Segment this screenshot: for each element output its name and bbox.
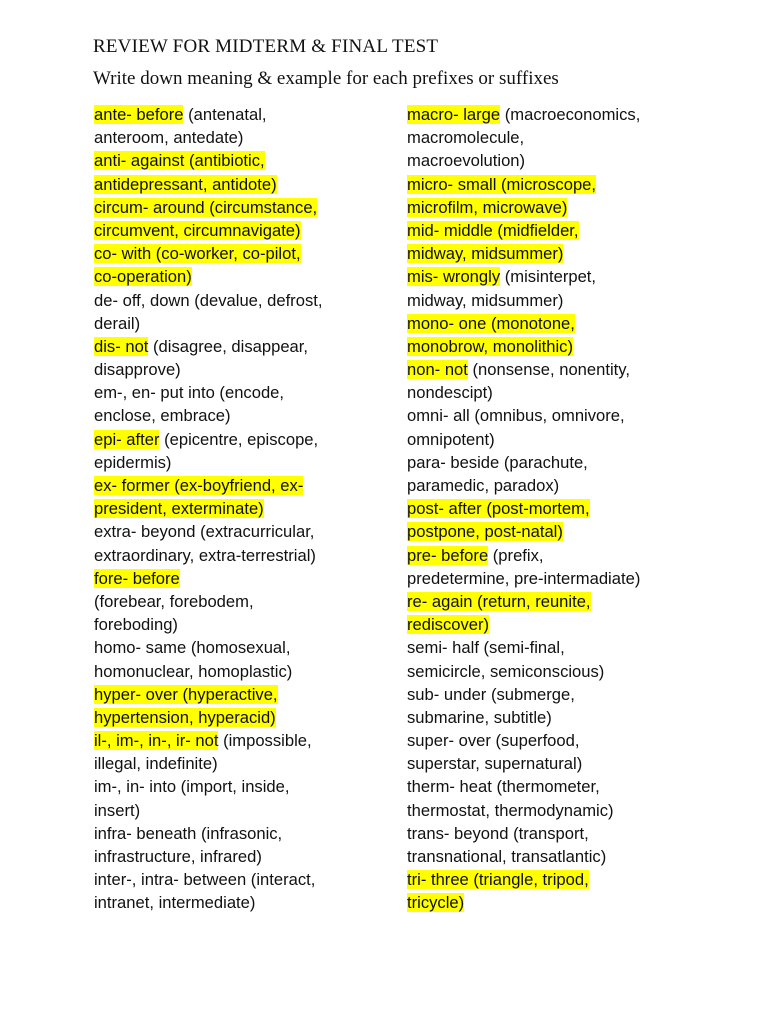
entry-line [94,149,384,172]
highlighted-text: epi- after [94,429,160,449]
entry-line [94,381,384,404]
prefix-entry [407,636,707,682]
entry-line [94,428,384,451]
highlighted-text: postpone, post-natal) [407,522,563,542]
entry-line [407,520,707,543]
entry-text: thermostat, thermodynamic) [407,800,614,820]
entry-line [407,799,707,822]
prefix-entry [407,404,707,450]
prefix-entry [94,683,384,729]
prefix-entry [94,520,384,566]
highlighted-text: tri- three (triangle, tripod, [407,870,589,890]
entry-line [94,775,384,798]
entry-line [94,451,384,474]
entry-line [407,312,707,335]
entry-text: semicircle, semiconscious) [407,661,605,681]
entry-line [94,544,384,567]
entry-text: (nonsense, nonentity, [467,360,630,380]
prefix-entry [94,822,384,868]
entry-text: (forebear, forebodem, [94,591,254,611]
entry-line [407,126,707,149]
prefix-entry [94,242,384,288]
entry-text: submarine, subtitle) [407,707,552,727]
entry-line [407,381,707,404]
entry-text: extra- beyond (extracurricular, [94,522,315,542]
entry-line [94,242,384,265]
entry-text: insert) [94,800,141,820]
entry-line [407,683,707,706]
entry-text: para- beside (parachute, [407,452,588,472]
entry-text: super- over (superfood, [407,731,580,751]
entry-text: semi- half (semi-final, [407,638,565,658]
prefix-entry [407,868,707,914]
entry-line [94,613,384,636]
highlighted-text: tricycle) [407,893,465,913]
entry-line [407,103,707,126]
entry-line [407,752,707,775]
prefix-entry [94,196,384,242]
entry-text: infra- beneath (infrasonic, [94,823,283,843]
entry-line [407,451,707,474]
entry-line [94,868,384,891]
entry-text: (misinterpet, [500,267,597,287]
entry-text: disapprove) [94,360,181,380]
entry-line [407,822,707,845]
entry-text: inter-, intra- between (interact, [94,870,316,890]
prefix-entry [94,868,384,914]
entry-text: (antenatal, [183,105,267,124]
entry-line [407,289,707,312]
entry-line [94,289,384,312]
entry-text: illegal, indefinite) [94,754,218,774]
entry-line [94,404,384,427]
highlighted-text: antidepressant, antidote) [94,174,277,194]
highlighted-text: re- again (return, reunite, [407,591,591,611]
highlighted-text: monobrow, monolithic) [407,336,574,356]
entry-text: intranet, intermediate) [94,893,256,913]
instructions: Write down meaning & example for each prefixes or suffixes [93,68,559,89]
entry-line [407,196,707,219]
highlighted-text: microfilm, microwave) [407,197,568,217]
entry-line [94,312,384,335]
highlighted-text: circum- around (circumstance, [94,197,318,217]
prefix-entry [407,358,707,404]
entry-line [94,683,384,706]
entry-line [407,891,707,914]
entry-text: therm- heat (thermometer, [407,777,600,797]
entry-line [94,845,384,868]
prefix-entry [94,474,384,520]
entry-line [407,868,707,891]
entry-text: macromolecule, [407,128,525,148]
entry-line [407,775,707,798]
highlighted-text: mono- one (monotone, [407,313,575,333]
entry-line [94,497,384,520]
highlighted-text: co- with (co-worker, co-pilot, [94,244,301,264]
entry-line [94,265,384,288]
highlighted-text: il-, im-, in-, ir- not [94,731,219,751]
prefix-entry [407,822,707,868]
entry-text: omni- all (omnibus, omnivore, [407,406,625,426]
entry-line [94,335,384,358]
prefix-entry [94,729,384,775]
entry-text: extraordinary, extra-terrestrial) [94,545,316,565]
entry-line [407,729,707,752]
entry-line [94,799,384,822]
entry-text: em-, en- put into (encode, [94,383,285,403]
prefix-entry [407,590,707,636]
highlighted-text: hyper- over (hyperactive, [94,684,278,704]
entry-text: infrastructure, infrared) [94,847,262,866]
highlighted-text: hypertension, hyperacid) [94,707,276,727]
highlighted-text: post- after (post-mortem, [407,499,590,519]
entry-line [407,706,707,729]
entry-text: (impossible, [218,731,312,751]
entry-text: derail) [94,313,141,333]
highlighted-text: mid- middle (midfielder, [407,220,579,240]
entry-text: epidermis) [94,452,172,472]
entry-text: anteroom, antedate) [94,128,244,148]
entry-text: im-, in- into (import, inside, [94,777,290,797]
entry-line [94,660,384,683]
prefix-entry [94,149,384,195]
highlighted-text: circumvent, circumnavigate) [94,220,301,240]
prefix-entry [407,775,707,821]
entry-line [407,219,707,242]
entry-line [407,242,707,265]
prefix-entry [407,265,707,311]
entry-line [94,520,384,543]
entry-line [407,613,707,636]
prefix-entry [94,103,384,149]
entry-text: (disagree, disappear, [148,336,309,356]
entry-line [407,265,707,288]
entry-line [94,103,384,126]
entry-text: (macroeconomics, [500,105,641,124]
highlighted-text: non- not [407,360,468,380]
prefix-entry [407,683,707,729]
entry-line [407,497,707,520]
highlighted-text: macro- large [407,105,501,124]
entry-line [94,358,384,381]
right-column [407,103,707,915]
prefix-entry [94,636,384,682]
entry-line [94,173,384,196]
highlighted-text: dis- not [94,336,149,356]
entry-text: (prefix, [488,545,544,565]
entry-text: macroevolution) [407,151,526,171]
entry-line [407,845,707,868]
prefix-entry [94,567,384,637]
entry-line [407,358,707,381]
highlighted-text: fore- before [94,568,180,588]
entry-line [407,636,707,659]
entry-line [94,729,384,752]
entry-text: nondescipt) [407,383,493,403]
entry-text: de- off, down (devalue, defrost, [94,290,323,310]
highlighted-text: mis- wrongly [407,267,501,287]
left-column [94,103,384,915]
entry-text: sub- under (submerge, [407,684,575,704]
entry-line [407,404,707,427]
highlighted-text: president, exterminate) [94,499,264,519]
entry-line [407,590,707,613]
entry-line [407,474,707,497]
entry-line [94,474,384,497]
highlighted-text: rediscover) [407,615,490,635]
prefix-entry [407,544,707,590]
prefix-entry [94,335,384,381]
entry-text: foreboding) [94,615,178,635]
entry-text: superstar, supernatural) [407,754,583,774]
entry-text: midway, midsummer) [407,290,564,310]
highlighted-text: co-operation) [94,267,192,287]
entry-line [407,173,707,196]
entry-line [94,219,384,242]
page-title: REVIEW FOR MIDTERM & FINAL TEST [93,36,439,57]
prefix-entry [407,497,707,543]
entry-line [94,590,384,613]
prefix-entry [407,173,707,219]
prefix-entry [407,451,707,497]
prefix-entry [94,289,384,335]
entry-text: (epicentre, episcope, [159,429,319,449]
entry-text: homo- same (homosexual, [94,638,291,658]
highlighted-text: ex- former (ex-boyfriend, ex- [94,476,304,495]
prefix-entry [94,381,384,427]
highlighted-text: midway, midsummer) [407,244,564,264]
prefix-entry [407,219,707,265]
entry-text: omnipotent) [407,429,495,449]
entry-line [407,660,707,683]
entry-text: transnational, transatlantic) [407,847,607,866]
highlighted-text: anti- against (antibiotic, [94,151,265,171]
entry-text: trans- beyond (transport, [407,823,589,843]
entry-line [94,706,384,729]
entry-line [407,567,707,590]
entry-line [94,822,384,845]
entry-text: predetermine, pre-intermadiate) [407,568,641,588]
entry-line [407,149,707,172]
highlighted-text: ante- before [94,105,184,124]
entry-line [94,196,384,219]
prefix-entry [94,775,384,821]
entry-line [94,891,384,914]
prefix-entry [407,103,707,173]
entry-line [407,335,707,358]
entry-text: paramedic, paradox) [407,476,560,495]
prefix-entry [407,729,707,775]
highlighted-text: micro- small (microscope, [407,174,597,194]
prefix-entry [407,312,707,358]
highlighted-text: pre- before [407,545,489,565]
entry-text: homonuclear, homoplastic) [94,661,293,681]
entry-line [94,636,384,659]
entry-line [94,126,384,149]
entry-text: enclose, embrace) [94,406,231,426]
entry-line [94,752,384,775]
entry-line [407,544,707,567]
prefix-entry [94,428,384,474]
entry-line [94,567,384,590]
entry-line [407,428,707,451]
